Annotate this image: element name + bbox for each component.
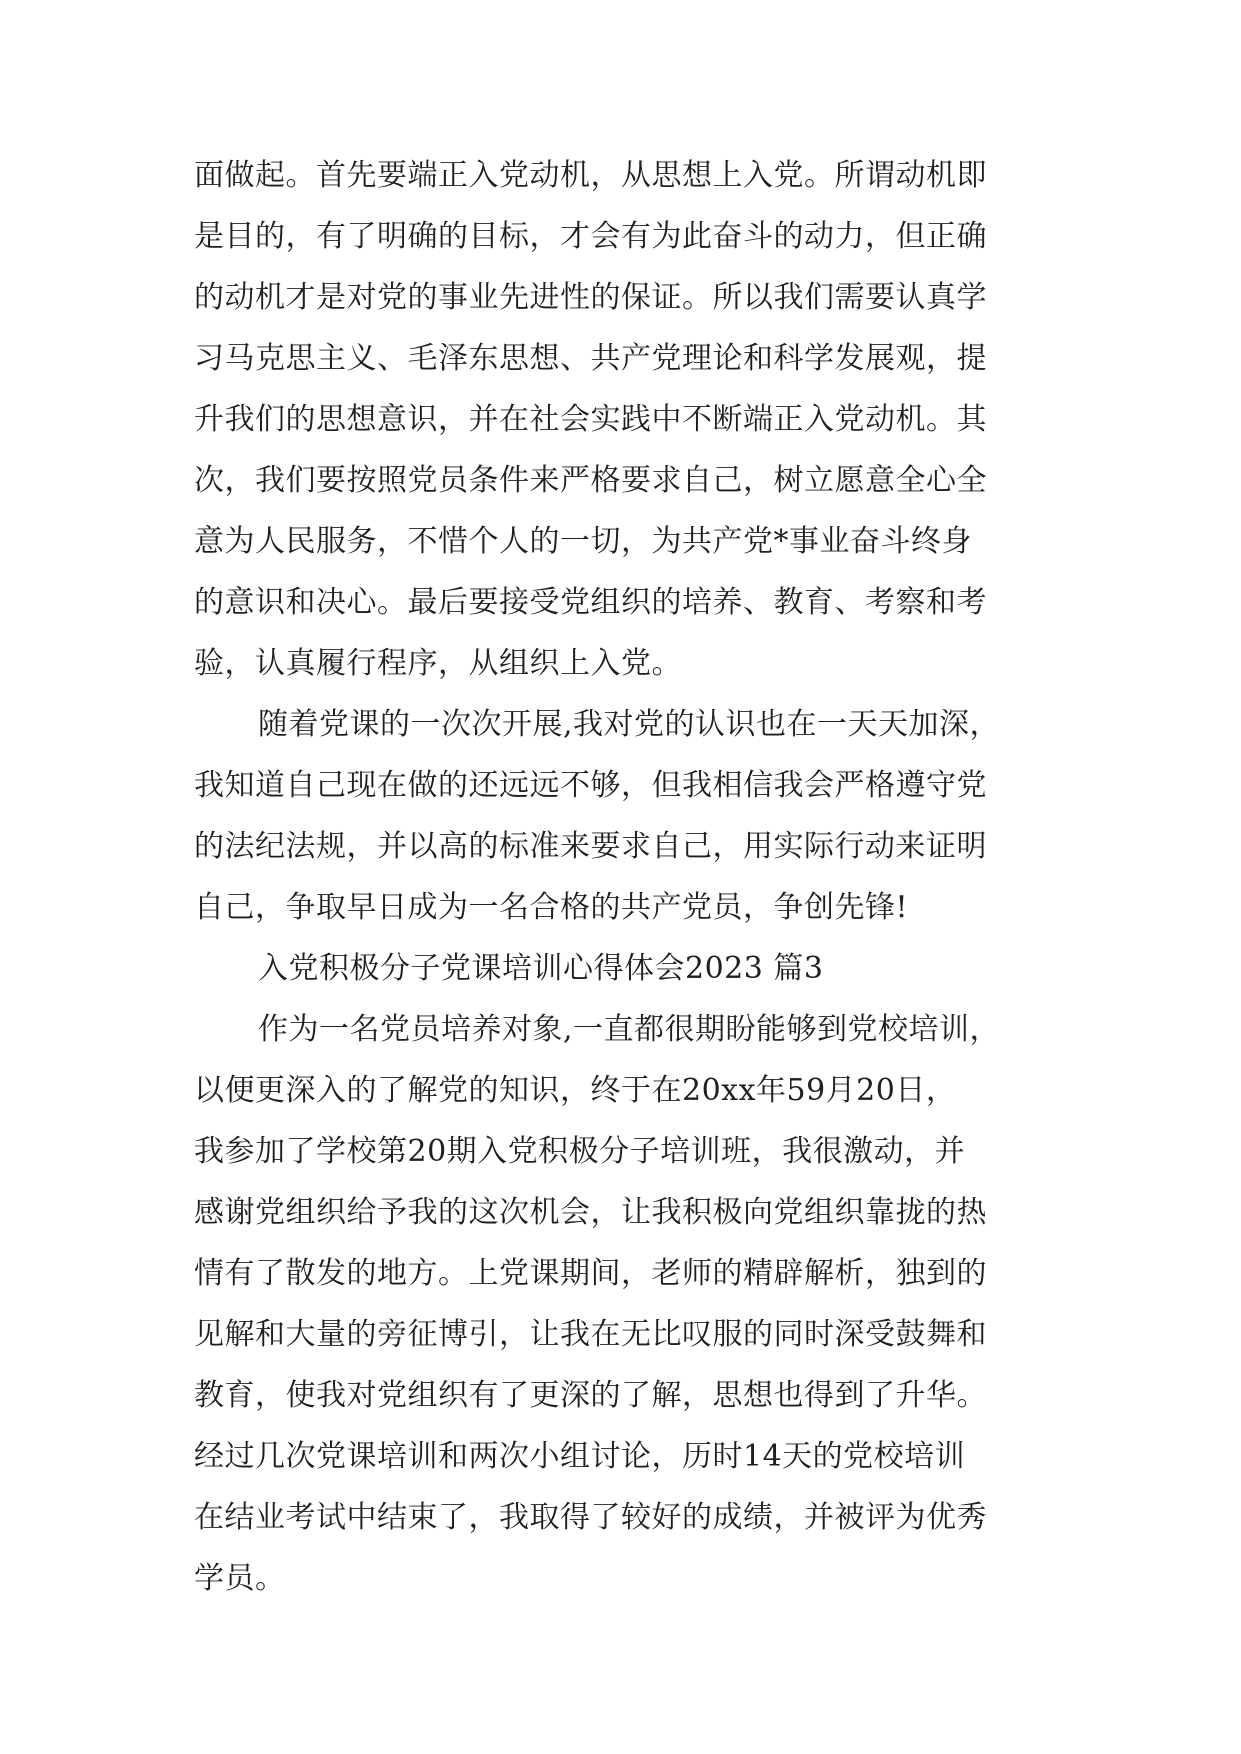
- text-line: 随着党课的一次次开展,我对党的认识也在一天天加深，: [258, 707, 1001, 742]
- text-line: 教育，使我对党组织有了更深的了解，思想也得到了升华。: [194, 1378, 987, 1413]
- section-title: 入党积极分子党课培训心得体会2023 篇3: [258, 951, 824, 986]
- text-line: 以便更深入的了解党的知识，终于在20xx年59月20日，: [194, 1073, 957, 1108]
- text-line: 习马克思主义、毛泽东思想、共产党理论和科学发展观，提: [194, 341, 987, 376]
- text-line: 作为一名党员培养对象,一直都很期盼能够到党校培训，: [258, 1012, 1001, 1047]
- paragraph-understanding: [194, 694, 1074, 938]
- text-line: 是目的，有了明确的目标，才会有为此奋斗的动力，但正确: [194, 219, 987, 254]
- text-line: 的法纪法规，并以高的标准来要求自己，用实际行动来证明: [194, 829, 987, 864]
- text-line: 我知道自己现在做的还远远不够，但我相信我会严格遵守党: [194, 768, 987, 803]
- text-line: 升我们的思想意识，并在社会实践中不断端正入党动机。其: [194, 402, 987, 437]
- text-line: 感谢党组织给予我的这次机会，让我积极向党组织靠拢的热: [194, 1195, 987, 1230]
- document-body: [194, 145, 1074, 1609]
- paragraph-party-motivation: [194, 145, 1074, 694]
- section-heading: [194, 938, 1074, 999]
- paragraph-training-experience: [194, 999, 1074, 1609]
- text-line: 次，我们要按照党员条件来严格要求自己，树立愿意全心全: [194, 463, 987, 498]
- text-line: 见解和大量的旁征博引，让我在无比叹服的同时深受鼓舞和: [194, 1317, 987, 1352]
- text-line: 意为人民服务，不惜个人的一切，为共产党*事业奋斗终身: [194, 524, 972, 559]
- text-line: 我参加了学校第20期入党积极分子培训班，我很激动，并: [194, 1134, 966, 1169]
- text-line: 的意识和决心。最后要接受党组织的培养、教育、考察和考: [194, 585, 987, 620]
- text-line: 经过几次党课培训和两次小组讨论，历时14天的党校培训: [194, 1439, 966, 1474]
- text-line: 面做起。首先要端正入党动机，从思想上入党。所谓动机即: [194, 158, 987, 193]
- text-line: 情有了散发的地方。上党课期间，老师的精辟解析，独到的: [194, 1256, 987, 1291]
- text-line: 的动机才是对党的事业先进性的保证。所以我们需要认真学: [194, 280, 987, 315]
- text-line: 自己，争取早日成为一名合格的共产党员，争创先锋!: [194, 890, 909, 925]
- text-line: 在结业考试中结束了，我取得了较好的成绩，并被评为优秀: [194, 1500, 987, 1535]
- text-line: 学员。: [194, 1561, 286, 1596]
- text-line: 验，认真履行程序，从组织上入党。: [194, 646, 682, 681]
